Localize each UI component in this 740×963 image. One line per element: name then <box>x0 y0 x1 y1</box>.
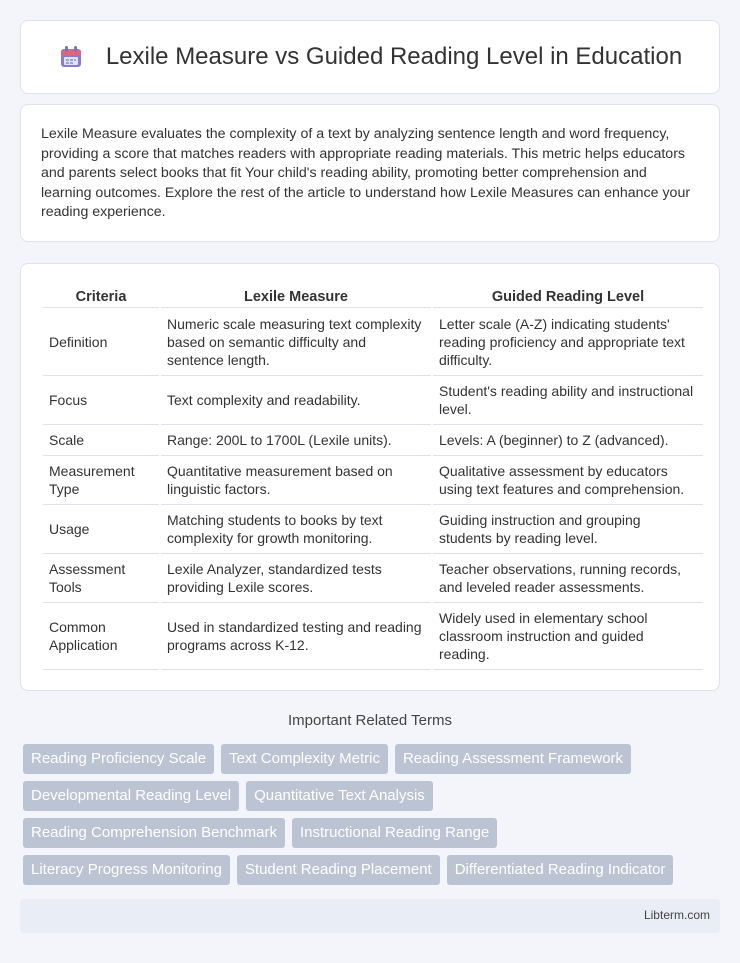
intro-paragraph: Lexile Measure evaluates the complexity of a text by analyzing sentence length and word frequency, providing a score that matches readers with appropriate reading materials. This metric helps educators and parents select books that fit Your child's reading ability, promoting better comprehension and learning outcomes. Explore the rest of the article to understand how Lexile Measures can enhance your reading experience. <box>41 126 691 220</box>
row-criteria: Definition <box>43 308 159 376</box>
comparison-table <box>41 286 705 670</box>
row-lexile: Quantitative measurement based on linguistic factors. <box>161 456 431 505</box>
row-criteria: Assessment Tools <box>43 554 159 603</box>
header-lexile: Lexile Measure <box>161 286 431 308</box>
row-guided: Guiding instruction and grouping students by reading level. <box>433 505 703 554</box>
table-row <box>43 505 703 554</box>
table-row <box>43 554 703 603</box>
related-term-tag[interactable]: Instructional Reading Range <box>292 818 497 848</box>
header-guided: Guided Reading Level <box>433 286 703 308</box>
table-row <box>43 376 703 425</box>
header-criteria: Criteria <box>43 286 159 308</box>
row-lexile: Lexile Analyzer, standardized tests providing Lexile scores. <box>161 554 431 603</box>
row-criteria: Common Application <box>43 603 159 670</box>
row-criteria: Usage <box>43 505 159 554</box>
tag-row <box>23 744 723 774</box>
comparison-table-card <box>20 263 720 691</box>
row-lexile: Matching students to books by text complexity for growth monitoring. <box>161 505 431 554</box>
related-term-tag[interactable]: Developmental Reading Level <box>23 781 239 811</box>
related-terms-title: Important Related Terms <box>288 712 452 729</box>
row-lexile: Range: 200L to 1700L (Lexile units). <box>161 425 431 456</box>
row-guided: Widely used in elementary school classroom instruction and guided reading. <box>433 603 703 670</box>
related-term-tag[interactable]: Student Reading Placement <box>237 855 440 885</box>
table-header-row <box>43 286 703 308</box>
related-term-tag[interactable]: Reading Proficiency Scale <box>23 744 214 774</box>
row-criteria: Focus <box>43 376 159 425</box>
table-row <box>43 308 703 376</box>
row-lexile: Used in standardized testing and reading programs across K-12. <box>161 603 431 670</box>
table-row <box>43 456 703 505</box>
row-criteria: Measurement Type <box>43 456 159 505</box>
related-term-tag[interactable]: Reading Comprehension Benchmark <box>23 818 285 848</box>
footer-site-link[interactable]: Libterm.com <box>643 908 710 922</box>
row-guided: Letter scale (A-Z) indicating students' reading proficiency and appropriate text difficulty. <box>433 308 703 376</box>
related-term-tag[interactable]: Reading Assessment Framework <box>395 744 631 774</box>
intro-card <box>20 104 720 242</box>
related-term-tag[interactable]: Differentiated Reading Indicator <box>447 855 674 885</box>
calendar-icon <box>58 44 84 70</box>
header-card <box>20 20 720 94</box>
table-row <box>43 425 703 456</box>
row-lexile: Numeric scale measuring text complexity based on semantic difficulty and sentence length. <box>161 308 431 376</box>
row-guided: Levels: A (beginner) to Z (advanced). <box>433 425 703 456</box>
table-row <box>43 603 703 670</box>
row-guided: Student's reading ability and instructional level. <box>433 376 703 425</box>
page-title: Lexile Measure vs Guided Reading Level in Education <box>105 43 683 70</box>
related-term-tag[interactable]: Quantitative Text Analysis <box>246 781 433 811</box>
tag-row <box>23 855 723 885</box>
related-terms-list <box>23 744 723 892</box>
related-term-tag[interactable]: Literacy Progress Monitoring <box>23 855 230 885</box>
row-guided: Teacher observations, running records, and leveled reader assessments. <box>433 554 703 603</box>
related-term-tag[interactable]: Text Complexity Metric <box>221 744 388 774</box>
row-guided: Qualitative assessment by educators using text features and comprehension. <box>433 456 703 505</box>
row-criteria: Scale <box>43 425 159 456</box>
tag-row <box>23 818 723 848</box>
tag-row <box>23 781 723 811</box>
footer <box>20 899 720 933</box>
row-lexile: Text complexity and readability. <box>161 376 431 425</box>
